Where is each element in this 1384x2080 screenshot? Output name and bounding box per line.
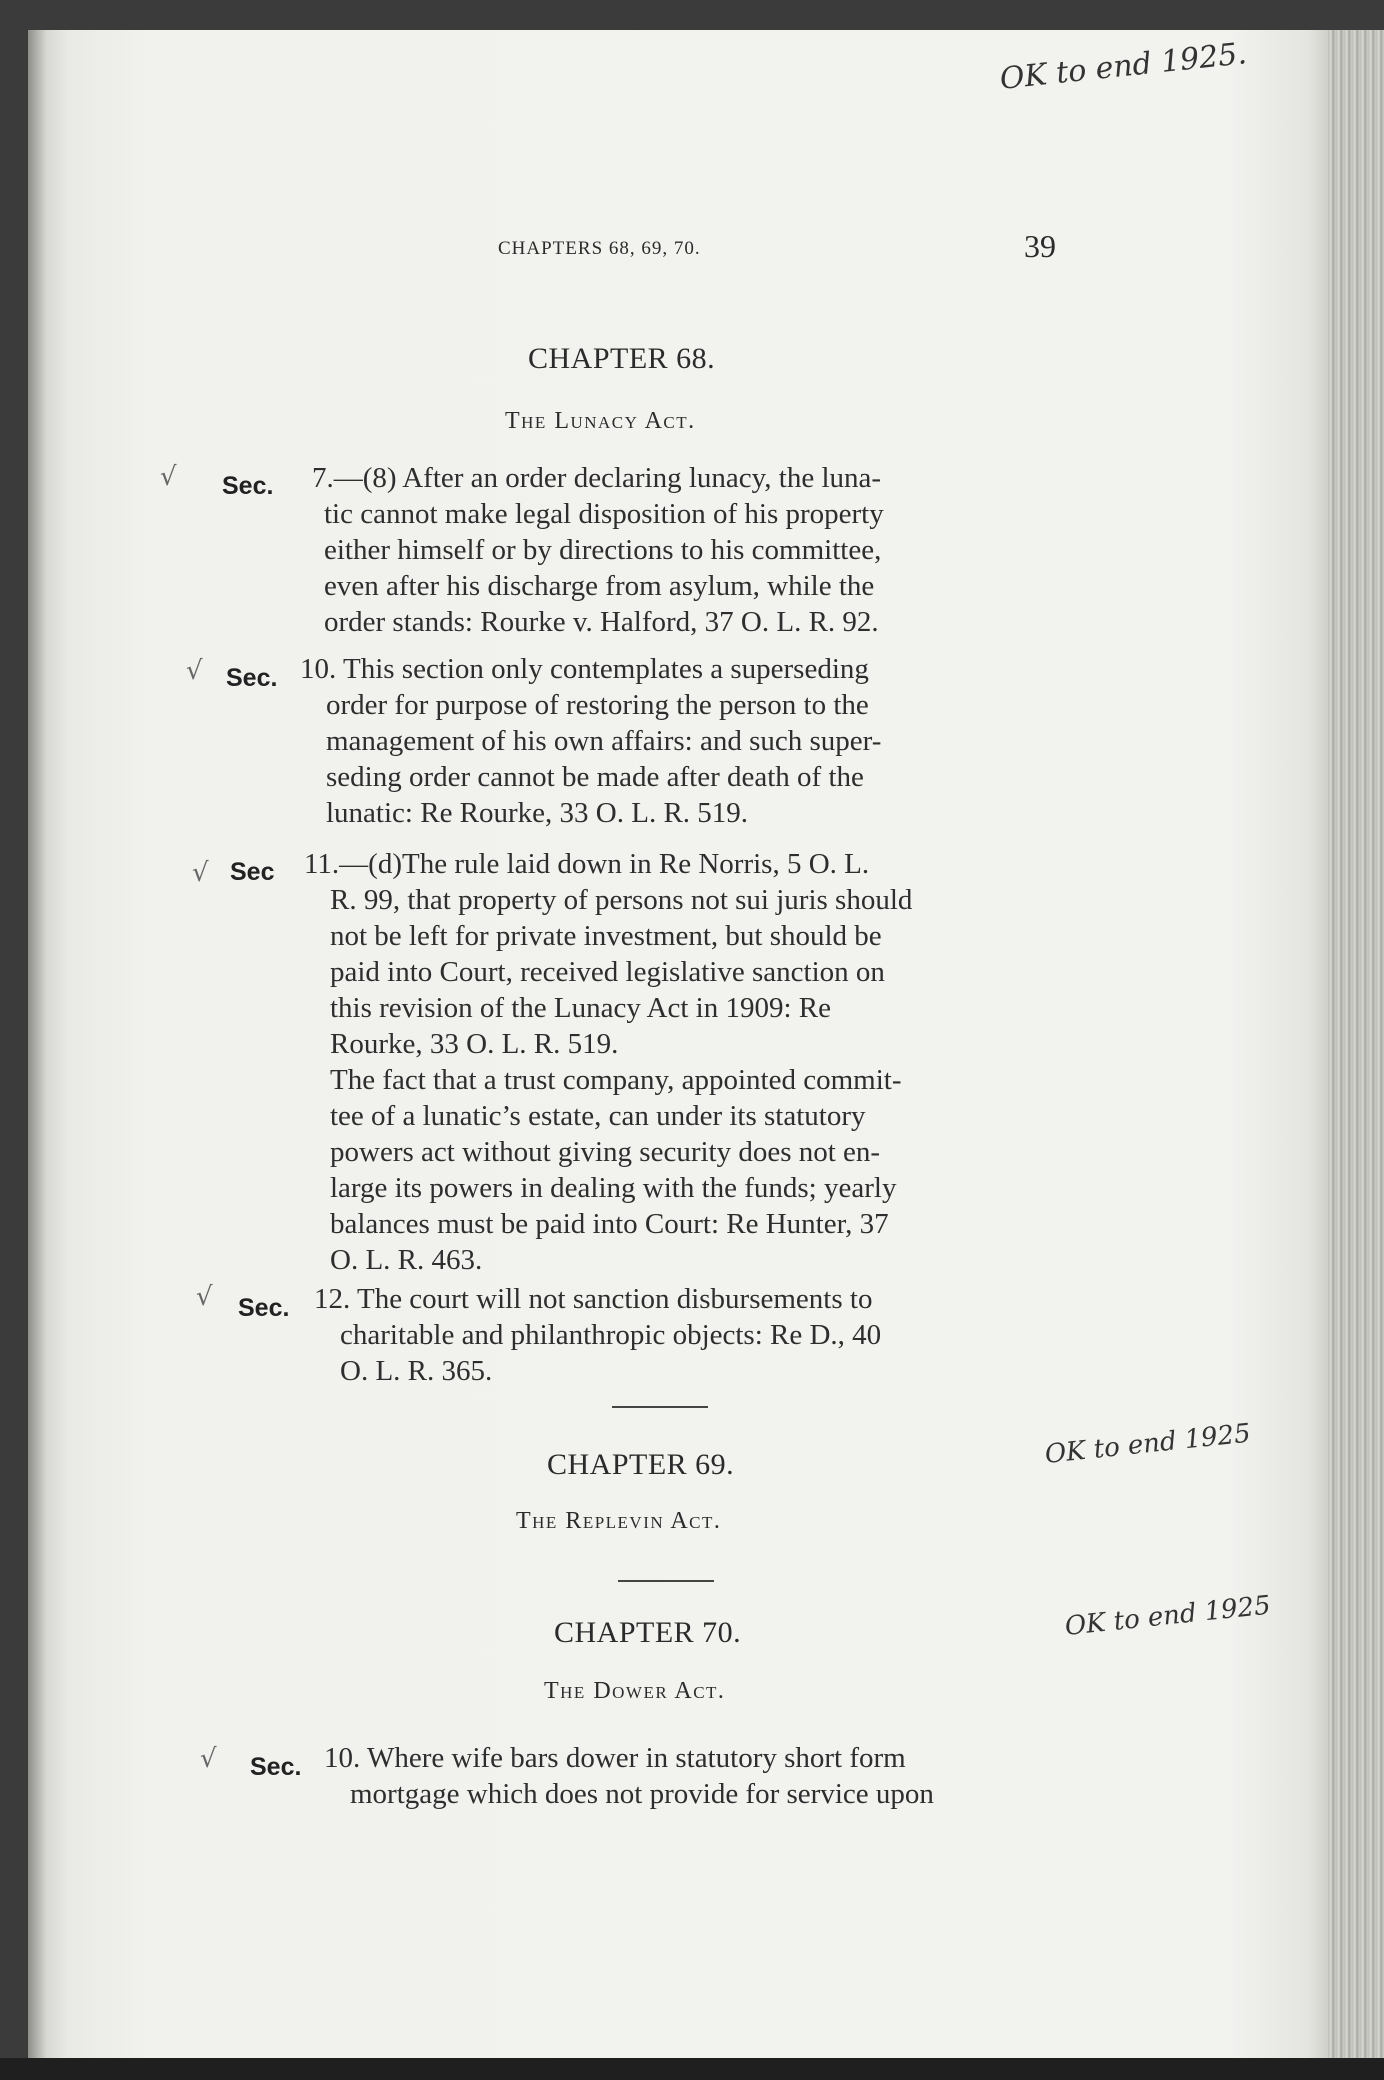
section-line: charitable and philanthropic objects: Re D., 40 xyxy=(340,1319,882,1351)
section-line: R. 99, that property of persons not sui juris should xyxy=(330,884,913,916)
section-line: paid into Court, received legislative sanction on xyxy=(330,956,885,988)
margin-note-chapter-70: OK to end 1925 xyxy=(1063,1590,1273,1642)
section-line: O. L. R. 463. xyxy=(330,1244,483,1276)
section-line: balances must be paid into Court: Re Hunter, 37 xyxy=(330,1208,889,1240)
section-line: powers act without giving security does not en- xyxy=(330,1136,881,1168)
section-line: 12. The court will not sanction disbursements to xyxy=(314,1283,873,1315)
section-line: even after his discharge from asylum, while the xyxy=(324,570,875,602)
chapter-68-title: CHAPTER 68. xyxy=(528,342,716,375)
section-line: order stands: Rourke v. Halford, 37 O. L. R. 92. xyxy=(324,606,879,638)
margin-note-chapter-69: OK to end 1925 xyxy=(1043,1418,1253,1470)
section-line: seding order cannot be made after death of the xyxy=(326,761,864,793)
section-line: tee of a lunatic’s estate, can under its statutory xyxy=(330,1100,866,1132)
section-label: Sec. xyxy=(226,664,278,692)
section-line: O. L. R. 365. xyxy=(340,1355,493,1387)
section-label: Sec xyxy=(230,858,275,886)
section-line: tic cannot make legal disposition of his property xyxy=(324,498,884,530)
section-line: 10. Where wife bars dower in statutory short form xyxy=(324,1742,906,1774)
page-number: 39 xyxy=(1024,228,1056,264)
checkmark: √ xyxy=(196,1282,213,1312)
section-line: order for purpose of restoring the person to the xyxy=(326,689,869,721)
page-edges xyxy=(1328,30,1384,2060)
chapter-70-title: CHAPTER 70. xyxy=(554,1616,742,1649)
checkmark: √ xyxy=(192,858,209,888)
section-line: 11.—(d)The rule laid down in Re Norris, 5 O. L. xyxy=(304,848,870,880)
section-line: Rourke, 33 O. L. R. 519. xyxy=(330,1028,619,1060)
chapter-69-act: The Replevin Act. xyxy=(516,1508,722,1534)
section-line: either himself or by directions to his committee, xyxy=(324,534,882,566)
section-line: not be left for private investment, but should be xyxy=(330,920,882,952)
section-line: management of his own affairs: and such super- xyxy=(326,725,882,757)
checkmark: √ xyxy=(200,1744,217,1774)
section-line: 10. This section only contemplates a superseding xyxy=(300,653,869,685)
chapter-70-act: The Dower Act. xyxy=(544,1678,726,1704)
section-label: Sec. xyxy=(238,1294,290,1322)
bottom-shadow xyxy=(0,2058,1384,2080)
chapter-69-title: CHAPTER 69. xyxy=(547,1448,735,1481)
section-label: Sec. xyxy=(250,1753,302,1781)
section-line: this revision of the Lunacy Act in 1909: Re xyxy=(330,992,831,1024)
section-line: lunatic: Re Rourke, 33 O. L. R. 519. xyxy=(326,797,749,829)
section-label: Sec. xyxy=(222,472,274,500)
book-spine xyxy=(28,30,46,2060)
running-head: CHAPTERS 68, 69, 70. xyxy=(498,238,701,259)
section-divider xyxy=(612,1406,708,1408)
chapter-68-act: The Lunacy Act. xyxy=(505,408,696,434)
checkmark: √ xyxy=(160,462,177,492)
checkmark: √ xyxy=(186,656,203,686)
margin-note-top: OK to end 1925. xyxy=(998,36,1249,97)
section-divider xyxy=(618,1580,714,1582)
section-line: The fact that a trust company, appointed commit- xyxy=(330,1064,902,1096)
section-line: mortgage which does not provide for service upon xyxy=(350,1778,934,1810)
section-line: 7.—(8) After an order declaring lunacy, the luna- xyxy=(312,462,882,494)
section-line: large its powers in dealing with the funds; yearly xyxy=(330,1172,897,1204)
